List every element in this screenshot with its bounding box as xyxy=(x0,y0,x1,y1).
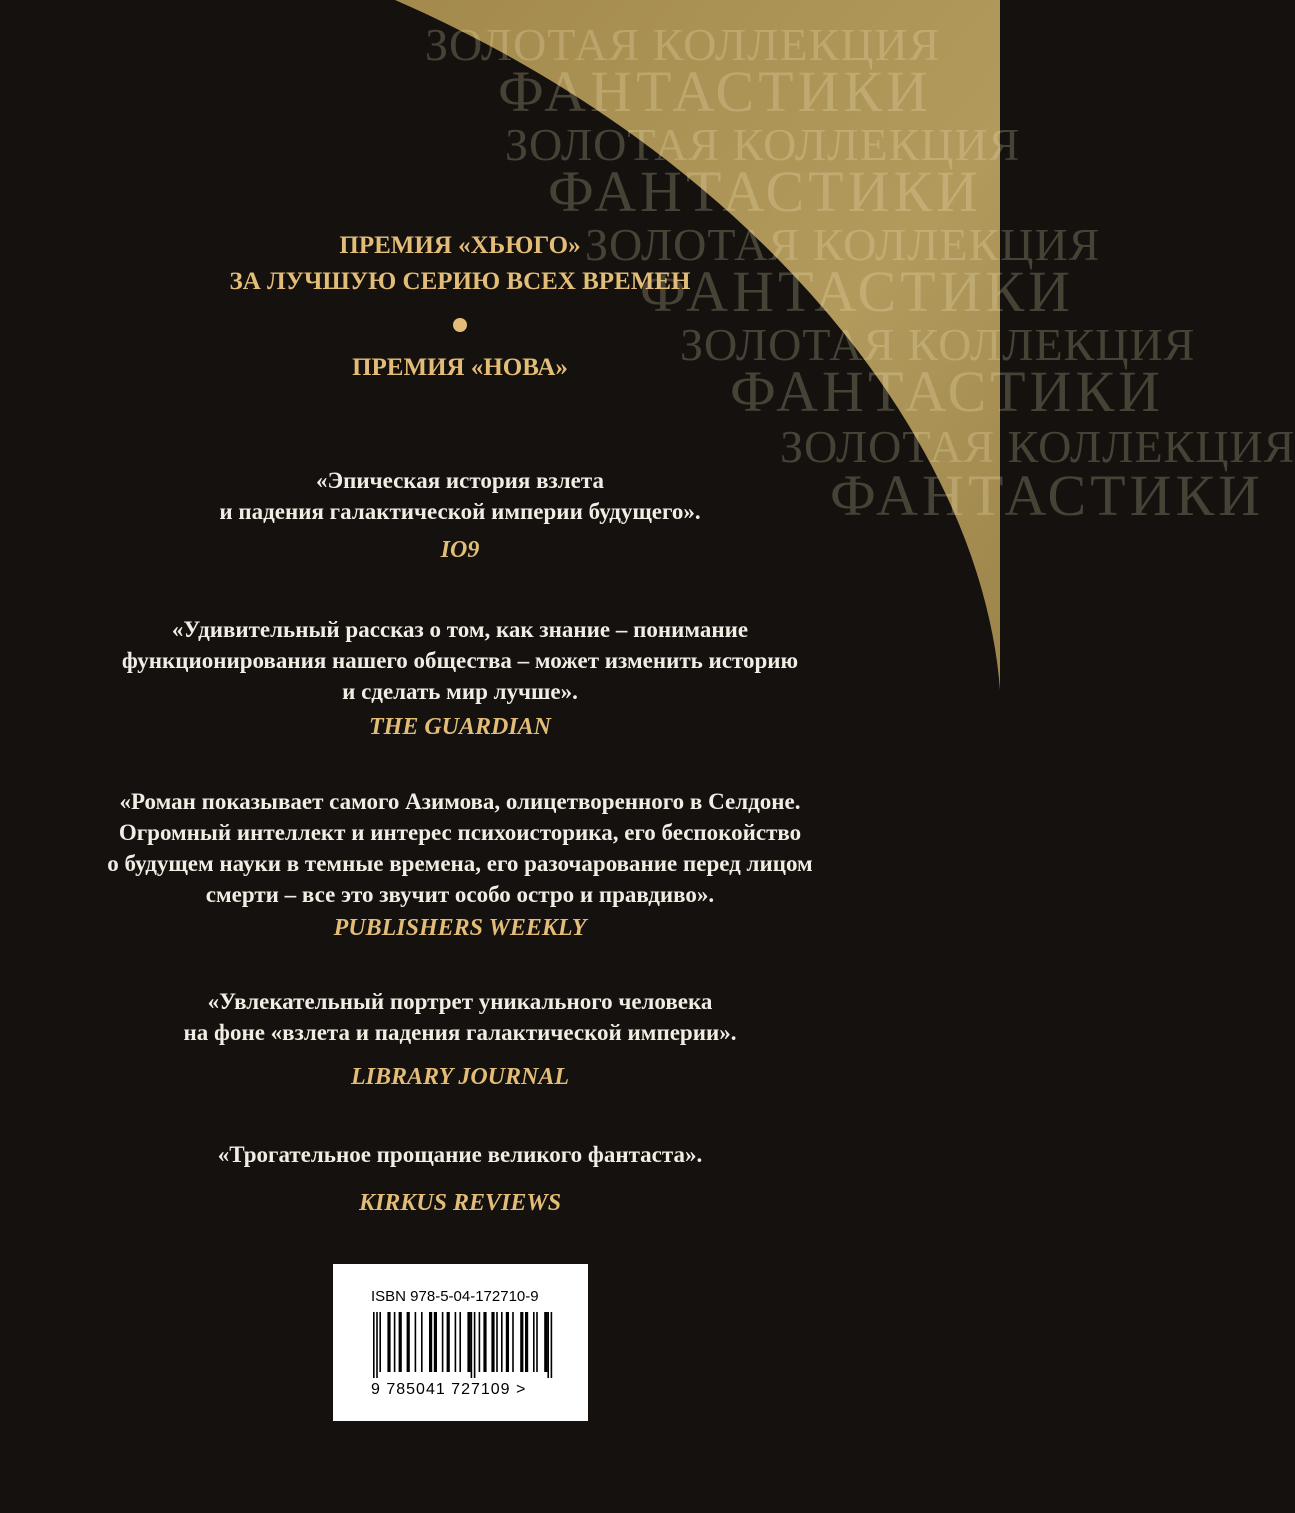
watermark-line: ФАНТАСТИКИ xyxy=(830,463,1265,528)
review-source: THE GUARDIAN xyxy=(368,714,552,740)
quote-line: «Роман показывает самого Азимова, олицетворенного в Селдоне. xyxy=(119,789,801,814)
quote-line: «Увлекательный портрет уникального человека xyxy=(207,989,713,1014)
barcode-bar xyxy=(536,1312,538,1372)
barcode-bar xyxy=(399,1312,402,1372)
watermark-line: ФАНТАСТИКИ xyxy=(548,159,983,224)
watermark-line: ФАНТАСТИКИ xyxy=(640,259,1075,324)
quote-line: функционирования нашего общества – может изменить историю xyxy=(121,648,799,673)
review-quote xyxy=(0,986,920,1048)
review-quote xyxy=(0,614,920,707)
review-source: IO9 xyxy=(440,537,480,563)
barcode-bar xyxy=(459,1312,461,1372)
watermark-line: ЗОЛОТАЯ КОЛЛЕКЦИЯ xyxy=(780,421,1295,472)
barcode-bar xyxy=(479,1312,481,1372)
isbn-label: ISBN 978-5-04-172710-9 xyxy=(371,1288,539,1305)
watermark-line: ЗОЛОТАЯ КОЛЛЕКЦИЯ xyxy=(425,19,941,70)
barcode-bar xyxy=(394,1312,396,1372)
quote-line: смерти – все это звучит особо остро и правдиво». xyxy=(205,882,715,907)
review-quote xyxy=(0,1139,920,1170)
barcode-bar xyxy=(376,1312,378,1378)
barcode-bar xyxy=(415,1312,417,1372)
barcode-bar xyxy=(387,1312,390,1372)
barcode-bar xyxy=(501,1312,503,1372)
quote-line: «Эпическая история взлета xyxy=(316,468,604,493)
barcode-bar xyxy=(483,1312,486,1372)
barcode-bar xyxy=(467,1312,470,1372)
barcode-bar xyxy=(491,1312,494,1372)
barcode-bar xyxy=(544,1312,547,1372)
award-nova: ПРЕМИЯ «НОВА» xyxy=(352,354,568,381)
barcode-bar xyxy=(520,1312,523,1372)
barcode-bar xyxy=(447,1312,450,1372)
quote-line: «Трогательное прощание великого фантаста». xyxy=(217,1142,703,1167)
barcode-bars xyxy=(367,1312,557,1378)
review-quote xyxy=(0,786,920,910)
bullet-dot-icon xyxy=(453,318,467,332)
barcode-bar xyxy=(373,1312,375,1378)
review-source: LIBRARY JOURNAL xyxy=(350,1064,570,1090)
watermark-line: ФАНТАСТИКИ xyxy=(730,359,1165,424)
award-hugo-line1: ПРЕМИЯ «ХЬЮГО» xyxy=(339,232,581,259)
barcode-bar xyxy=(547,1312,549,1378)
quote-line: о будущем науки в темные времена, его разочарование перед лицом xyxy=(107,851,813,876)
barcode-bar xyxy=(442,1312,444,1372)
watermark-line: ЗОЛОТАЯ КОЛЛЕКЦИЯ xyxy=(585,219,1101,270)
review-quote xyxy=(0,465,920,527)
quote-line: Огромный интеллект и интерес психоисторика, его беспокойство xyxy=(118,820,802,845)
barcode-bar xyxy=(512,1312,514,1372)
barcode-bar xyxy=(506,1312,509,1372)
quote-line: на фоне «взлета и падения галактической империи». xyxy=(183,1020,737,1045)
ean-digits: 9 785041 727109 > xyxy=(371,1381,527,1398)
barcode-bar xyxy=(525,1312,528,1372)
barcode-bar xyxy=(533,1312,535,1372)
barcode-bar xyxy=(455,1312,457,1372)
quote-line: и сделать мир лучше». xyxy=(342,679,578,704)
quote-line: «Удивительный рассказ о том, как знание – понимание xyxy=(171,617,749,642)
watermark-line: ЗОЛОТАЯ КОЛЛЕКЦИЯ xyxy=(505,119,1021,170)
barcode-box xyxy=(333,1264,588,1421)
watermark-line: ФАНТАСТИКИ xyxy=(498,59,933,124)
barcode-bar xyxy=(474,1312,476,1378)
barcode-bar xyxy=(496,1312,498,1372)
barcode-bar xyxy=(429,1312,432,1372)
barcode-bar xyxy=(379,1312,381,1372)
review-source: KIRKUS REVIEWS xyxy=(358,1190,562,1216)
awards-block xyxy=(0,228,920,386)
review-source: PUBLISHERS WEEKLY xyxy=(333,915,587,941)
barcode-bar xyxy=(421,1312,423,1372)
barcode-bar xyxy=(407,1312,410,1372)
award-hugo-line2: ЗА ЛУЧШУЮ СЕРИЮ ВСЕХ ВРЕМЕН xyxy=(229,268,691,295)
quote-line: и падения галактической империи будущего». xyxy=(219,499,701,524)
barcode-bar xyxy=(551,1312,553,1378)
barcode-bar xyxy=(471,1312,473,1378)
barcode-bar xyxy=(434,1312,437,1372)
watermark-line: ЗОЛОТАЯ КОЛЛЕКЦИЯ xyxy=(680,319,1196,370)
